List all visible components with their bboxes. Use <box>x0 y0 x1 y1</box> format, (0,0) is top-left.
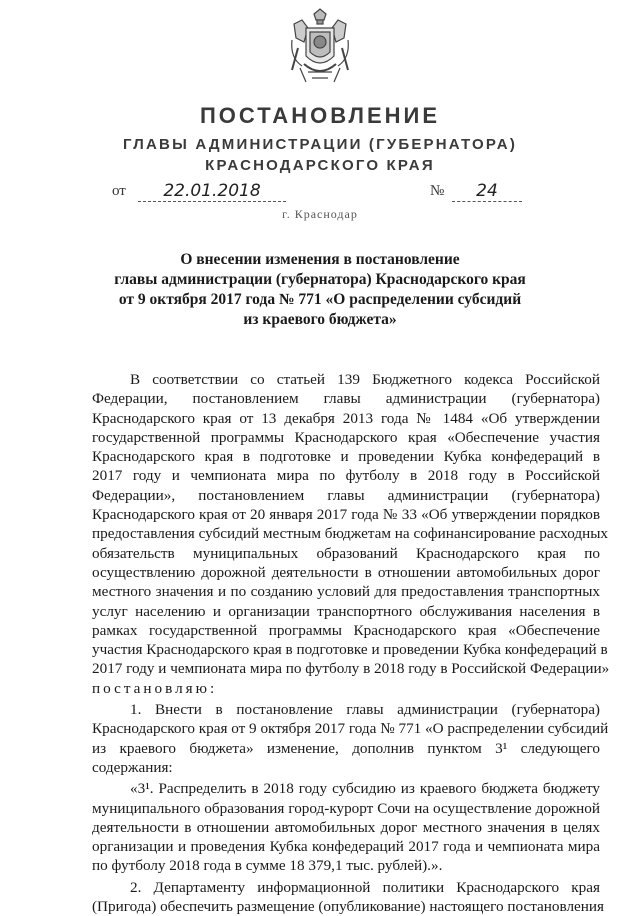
item-2-paragraph <box>92 878 605 916</box>
document-type-heading: ПОСТАНОВЛЕНИЕ <box>199 103 441 128</box>
text-line: содержания: <box>92 758 173 776</box>
title-line: из краевого бюджета» <box>243 311 397 328</box>
text-line: Краснодарского края от 13 декабря 2013 года № 1484 «Об утверждении <box>92 409 600 427</box>
text-line: В соответствии со статьей 139 Бюджетного кодекса Российской <box>130 371 600 388</box>
text-line: 2. Департаменту информационной политики Краснодарского края <box>130 878 600 896</box>
text-line: из краевого бюджета» изменение, дополнив пунктом 3¹ следующего <box>92 739 600 757</box>
issuer-heading: ГЛАВЫ АДМИНИСТРАЦИИ (ГУБЕРНАТОРА) <box>122 136 518 153</box>
text-line: 2017 году и чемпионата мира по футболу в 2018 году в Российской Федерации» <box>92 660 610 678</box>
text-line: Краснодарского края в подготовке и проведении Кубка конфедераций в <box>92 448 600 466</box>
text-line: участия Краснодарского края в подготовке и проведении Кубка конфедераций в <box>92 641 608 659</box>
text-line: «3¹. Распределить в 2018 году субсидию из краевого бюджета бюджету <box>130 780 600 798</box>
text-line: Краснодарского края от 9 октября 2017 года № 771 «О распределении субсидий <box>92 720 609 738</box>
document-title <box>80 250 560 330</box>
text-line: по футболу 2018 года в сумме 18 379,1 тыс. рублей).». <box>92 857 443 875</box>
amendment-text-paragraph <box>92 779 600 875</box>
text-line: Федерации, постановлением главы администрации (губернатора) <box>92 390 600 408</box>
text-line: осуществлению дорожной деятельности в отношении автомобильных дорог <box>92 563 600 581</box>
title-line: О внесении изменения в постановление <box>180 251 460 268</box>
city-label: г. Краснодар <box>282 207 358 221</box>
text-line: деятельности в отношении автомобильных дорог местного значения в целях <box>92 818 600 836</box>
text-line: (Пригода) обеспечить размещение (опубликование) настоящего постановления <box>92 898 605 916</box>
text-line: обязательств муниципальных образований Краснодарского края по <box>92 544 600 562</box>
handwritten-date: 22.01.2018 <box>138 181 286 202</box>
text-line: услуг населению и организации транспортного обслуживания населения в <box>92 602 600 620</box>
item-1-paragraph <box>92 700 609 777</box>
coat-of-arms-icon <box>288 8 352 86</box>
preamble-paragraph <box>92 370 610 698</box>
text-line: организации и проведения Кубка конфедераций 2017 года и чемпионата мира <box>92 838 600 856</box>
decree-word: постановляю: <box>92 679 218 697</box>
text-line: местного значения и по созданию условий для предоставления транспортных <box>92 583 600 601</box>
text-line: государственной программы Краснодарского края «Обеспечение участия <box>92 428 600 446</box>
date-label: от <box>112 183 126 199</box>
number-label: № <box>430 183 445 199</box>
document-body <box>92 370 610 916</box>
text-line: 1. Внести в постановление главы администрации (губернатора) <box>130 701 600 719</box>
title-line: от 9 октября 2017 года № 771 «О распределении субсидий <box>118 291 522 308</box>
text-line: 2017 году и чемпионата мира по футболу в 2018 году в Российской <box>92 467 600 485</box>
text-line: Краснодарского края от 20 января 2017 года № 33 «Об утверждении порядков <box>92 506 600 524</box>
text-line: Федерации», постановлением главы администрации (губернатора) <box>92 486 600 504</box>
text-line: рамках государственной программы Краснодарского края «Обеспечение <box>92 621 600 639</box>
title-line: главы администрации (губернатора) Краснодарского края <box>114 271 526 288</box>
handwritten-number: 24 <box>452 181 522 202</box>
text-line: муниципального образования город-курорт Сочи на осуществление дорожной <box>92 799 600 817</box>
region-heading: КРАСНОДАРСКОГО КРАЯ <box>205 157 435 174</box>
text-line: предоставления субсидий местным бюджетам на софинансирование расходных <box>92 525 609 543</box>
